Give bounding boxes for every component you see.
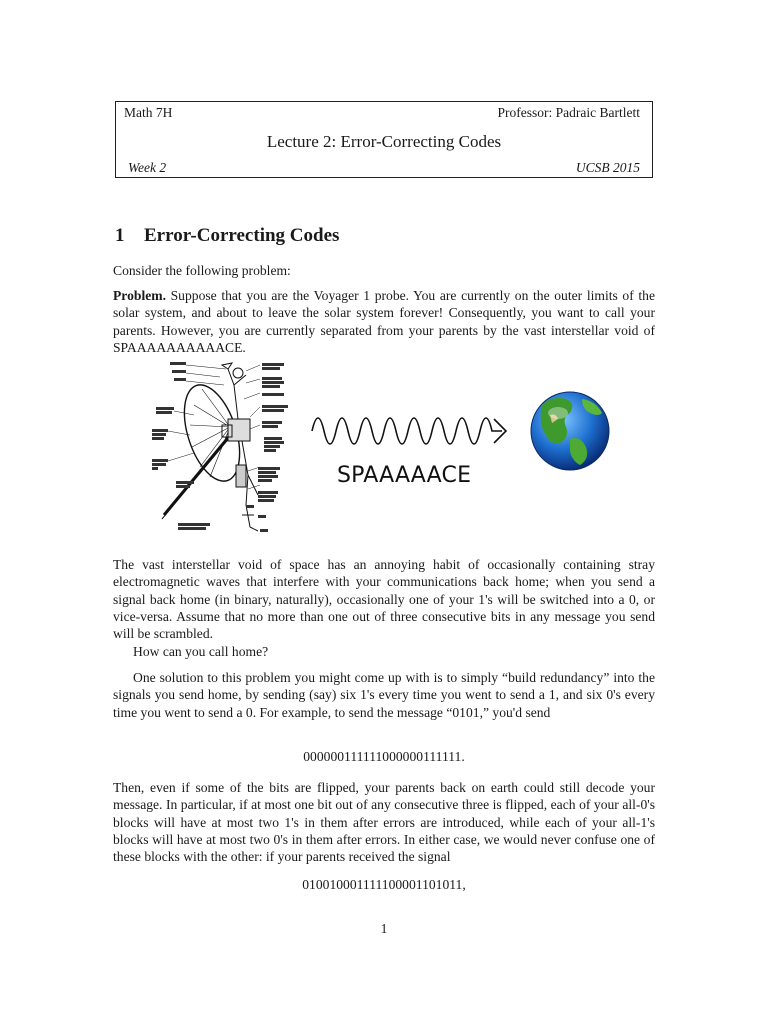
section-title: Error-Correcting Codes [144, 225, 340, 246]
week-label: Week 2 [128, 160, 167, 175]
page-number: 1 [380, 921, 388, 936]
paragraph-question: How can you call home? [133, 644, 269, 659]
problem-paragraph [113, 287, 655, 356]
paragraph-redundancy: One solution to this problem you might come up with is to simply “build redundancy” into the signals you send home, by sending (say) six 1's every time you went to send a 1, and six 0's every time you went to send a 0. For example, to send the message “0101,” you'd send [113, 670, 655, 720]
paragraph-interference: The vast interstellar void of space has an annoying habit of occasionally containing stray electromagnetic waves that interfere with your communications back home; when you send a signal back home (in binary, naturally), occasionally one of your 1's will be switched into a 0, or vice-versa. Assume that no more than one out of three consecutive bits in any message you send will be scrambled. [113, 557, 655, 642]
equation-received-signal: 010010001111100001101011, [302, 877, 466, 892]
spaaaaace-label: SPAAAAACE [337, 463, 472, 488]
lecture-title: Lecture 2: Error-Correcting Codes [266, 132, 502, 151]
intro-paragraph: Consider the following problem: [113, 263, 291, 278]
earth-globe-icon [531, 392, 609, 470]
lecture-header-box [115, 101, 653, 178]
paragraph-decoding: Then, even if some of the bits are flipped, your parents back on earth could still decode your message. In particular, if at most one bit out of any consecutive three is flipped, each of your all-0's blocks will have at most two 1's in them after errors are introduced, while each of your all-1's blocks will have at most two 0's in them after errors. In either case, we would never confuse one of these blocks with the other: if your parents received the signal [113, 780, 655, 865]
signal-wave-arrow [312, 418, 506, 444]
equation-encoded-message: 000000111111000000111111. [303, 749, 465, 764]
problem-text: Suppose that you are the Voyager 1 probe. You are currently on the outer limits of the solar system, and about to leave the solar system forever! Consequently, you want to call your parents. However, you are currently separated from your parents by the vast interstellar void of SPAAAAAAAAAACE. [113, 288, 655, 355]
section-heading [115, 225, 339, 247]
problem-label: Problem. [113, 288, 166, 303]
course-name: Math 7H [124, 105, 173, 120]
term-label: UCSB 2015 [575, 160, 640, 175]
professor-name: Professor: Padraic Bartlett [497, 105, 640, 120]
voyager-earth-figure [150, 355, 620, 535]
section-number: 1 [115, 225, 125, 246]
voyager-probe-illustration [162, 363, 260, 531]
